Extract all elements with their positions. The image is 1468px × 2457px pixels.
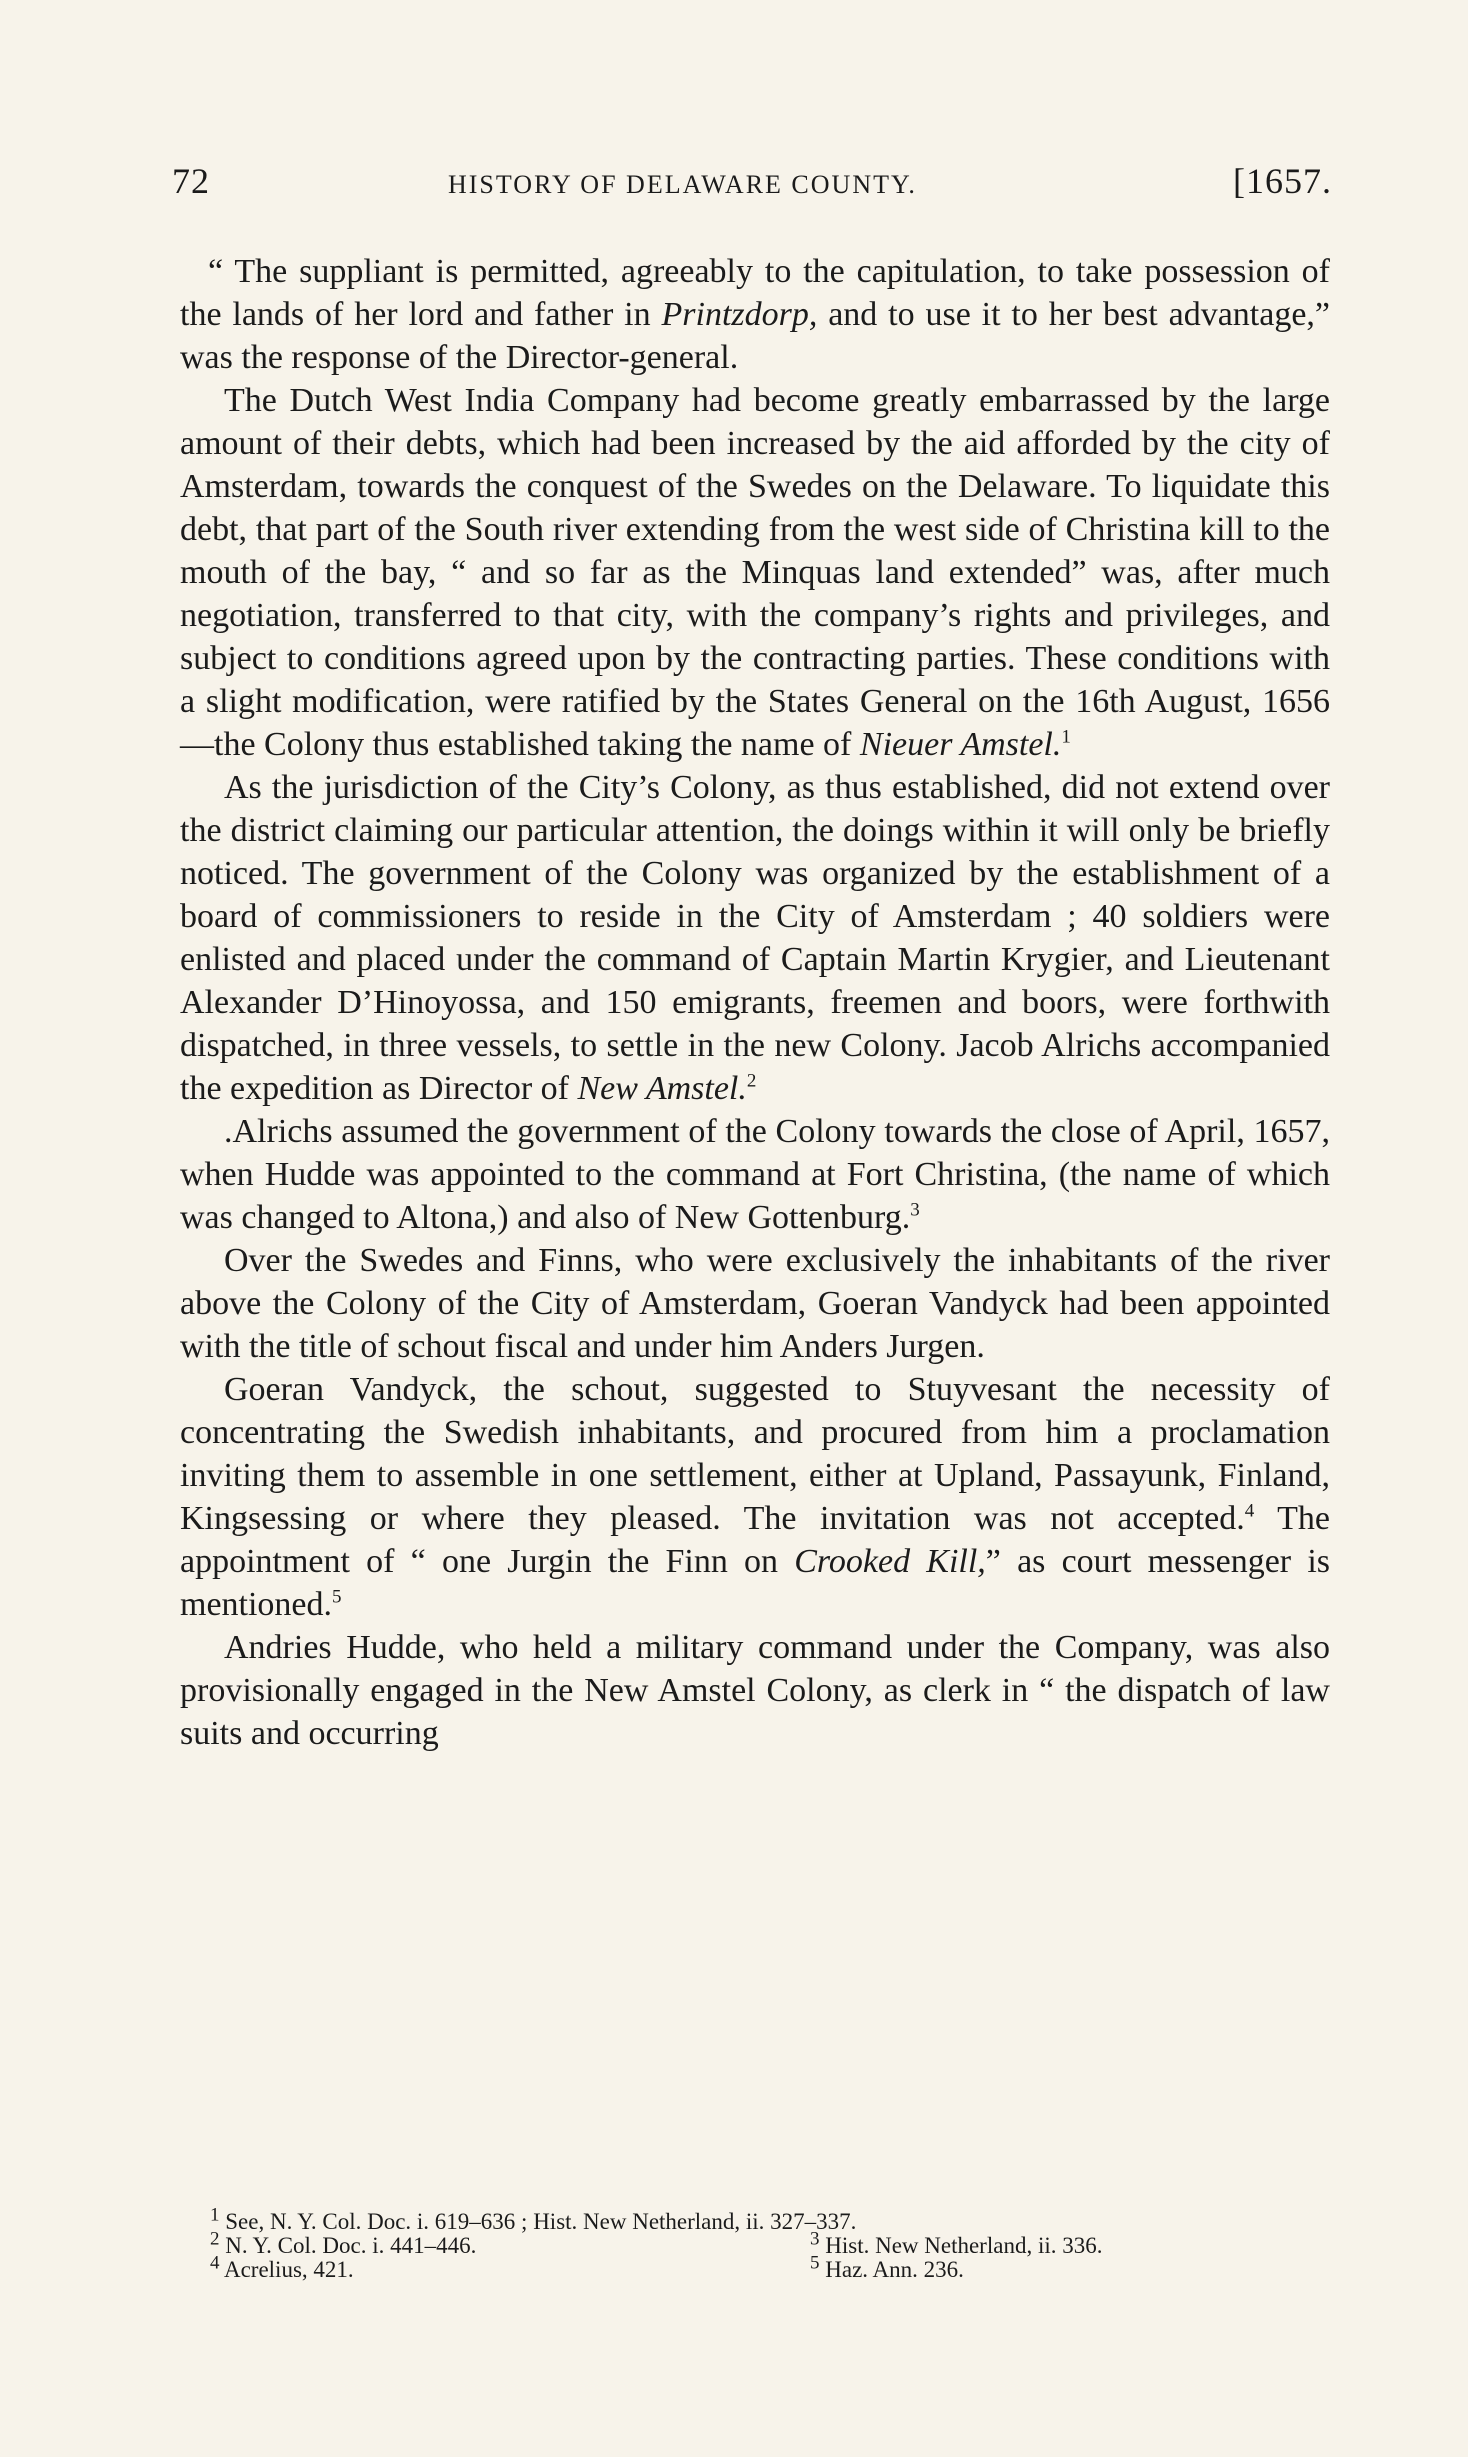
place-name-italic: Printzdorp, <box>661 296 818 333</box>
footnote-row <box>210 2204 1280 2234</box>
year-marker: [1657. <box>1233 161 1332 201</box>
page-header <box>172 160 1332 210</box>
paragraph-6 <box>180 1368 1330 1626</box>
text-run: “ The suppliant is permitted, agreeably to the capitulation, to take possession of the lands of her lord and father in <box>180 253 1330 333</box>
paragraph-1 <box>180 250 1330 379</box>
paragraph-5 <box>180 1239 1330 1368</box>
footnote-ref: 1 <box>1061 726 1071 748</box>
place-name-italic: Crooked Kill, <box>794 1543 986 1580</box>
footnote-mark: 3 <box>810 2228 820 2250</box>
text-run: As the jurisdiction of the City’s Colony, as thus established, did not extend over the district claiming our particular attention, the doings within it will only be briefly noticed. The government of the Colony was organized by the establishment of a board of commissioners to reside in the City of Amsterdam ; 40 soldiers were enlisted and placed under the command of Captain Martin Krygier, and Lieutenant Alexander D’Hinoyossa, and 150 emigrants, freemen and boors, were forthwith dispatched, in three vessels, to settle in the new Colony. Jacob Alrichs accompanied the expedition as Director of <box>180 769 1330 1107</box>
footnote-text: N. Y. Col. Doc. i. 441–446. <box>219 2233 477 2258</box>
footnote-row <box>210 2228 1280 2258</box>
footnote-2 <box>210 2228 810 2258</box>
body-text <box>180 250 1330 1755</box>
paragraph-2 <box>180 379 1330 766</box>
footnote-ref: 3 <box>910 1199 920 1221</box>
text-run: Over the Swedes and Finns, who were exclusively the inhabitants of the river above the Colony of the City of Amsterdam, Goeran Vandyck had been appointed with the title of schout fiscal and under him Anders Jurgen. <box>180 1242 1330 1365</box>
text-run: Goeran Vandyck, the schout, suggested to Stuyvesant the necessity of concentrating the Swedish inhabitants, and procured from him a proclamation inviting them to assemble in one settlement, either at Upland, Passayunk, Finland, Kingsessing or where they pleased. The invitation was not accepted. <box>180 1371 1330 1537</box>
footnote-mark: 4 <box>210 2252 220 2274</box>
paragraph-7 <box>180 1626 1330 1755</box>
text-run: and to use it to her best advantage,” was the response of the Director-general. <box>180 296 1331 376</box>
paragraph-3 <box>180 766 1330 1110</box>
text-run: Andries Hudde, who held a military command under the Company, was also provisionally engaged in the New Amstel Colony, as clerk in “ the dispatch of law suits and occurring <box>180 1629 1330 1752</box>
footnote-text: Haz. Ann. 236. <box>819 2257 964 2282</box>
running-title: HISTORY OF DELAWARE COUNTY. <box>448 170 917 199</box>
page-number: 72 <box>172 161 210 201</box>
footnotes <box>210 2204 1280 2282</box>
colony-name-italic: New Amstel. <box>577 1070 747 1107</box>
footnote-text: Acrelius, 421. <box>219 2257 354 2282</box>
footnote-3 <box>810 2228 1280 2258</box>
text-run: ” as court messenger is mentioned. <box>180 1543 1330 1623</box>
footnote-mark: 1 <box>210 2204 220 2226</box>
colony-name-italic: Nieuer Amstel. <box>859 726 1062 763</box>
footnote-text: Hist. New Netherland, ii. 336. <box>819 2233 1103 2258</box>
footnote-1 <box>210 2204 857 2234</box>
footnote-ref: 5 <box>332 1586 342 1608</box>
footnote-5 <box>810 2252 1280 2282</box>
footnote-row <box>210 2252 1280 2282</box>
paragraph-4 <box>180 1110 1330 1239</box>
footnote-text: See, N. Y. Col. Doc. i. 619–636 ; Hist. New Netherland, ii. 327–337. <box>219 2209 857 2234</box>
footnote-4 <box>210 2252 810 2282</box>
footnote-ref: 4 <box>1244 1500 1255 1522</box>
footnote-mark: 2 <box>210 2228 220 2250</box>
text-run: The Dutch West India Company had become greatly embarrassed by the large amount of their debts, which had been increased by the aid afforded by the city of Amsterdam, towards the conquest of the Swedes on the Delaware. To liquidate this debt, that part of the South river extending from the west side of Christina kill to the mouth of the bay, “ and so far as the Minquas land extended” was, after much negotiation, transferred to that city, with the company’s rights and privileges, and subject to conditions agreed upon by the contracting parties. These conditions with a slight modification, were ratified by the States General on the 16th August, 1656—the Colony thus established taking the name of <box>180 382 1330 763</box>
text-run: The appointment of “ one Jurgin the Finn on <box>180 1500 1330 1580</box>
footnote-ref: 2 <box>746 1070 757 1092</box>
text-run: .Alrichs assumed the government of the Colony towards the close of April, 1657, when Hudde was appointed to the command at Fort Christina, (the name of which was changed to Altona,) and also of New Gottenburg. <box>180 1113 1330 1236</box>
footnote-mark: 5 <box>810 2252 820 2274</box>
